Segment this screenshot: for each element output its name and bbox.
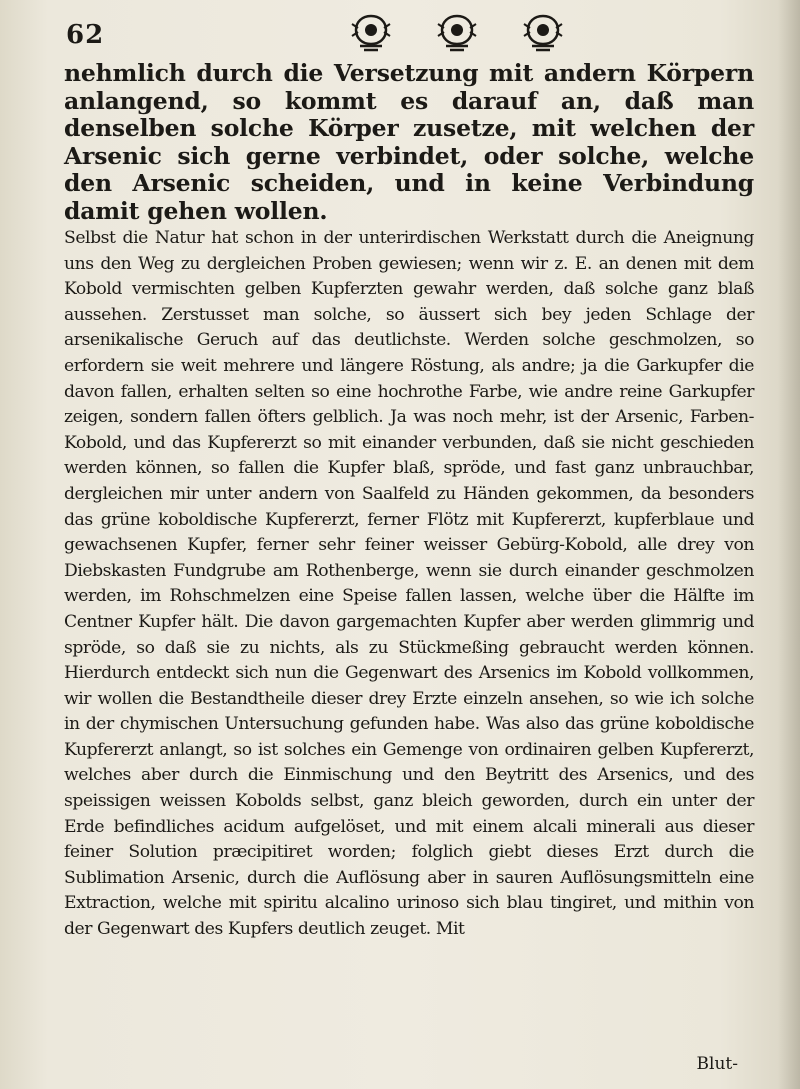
page-header	[48, 4, 748, 60]
section-heading: nehmlich durch die Versetzung mit andern Körpern anlangend, so kommt es darauf an, daß man denselben solche Körper zusetze, mit welchen der Arsenic sich gerne verbindet, oder solche, welche den Arsenic scheiden, und in keine Verbindung damit gehen wollen.	[64, 59, 754, 225]
catchword: Blut-	[696, 1054, 738, 1074]
page-number: 62	[66, 20, 105, 50]
printer-ornament-icon	[348, 12, 394, 52]
page-edge-shadow	[778, 0, 800, 1089]
header-ornaments	[348, 12, 566, 52]
body-paragraph: Selbst die Natur hat schon in der unterirdischen Werkstatt durch die Aneignung uns den Weg zu dergleichen Proben gewiesen; wenn wir z. E. an denen mit dem Kobold vermischten gelben Kupferzten gewahr werden, daß solche ganz blaß aussehen. Zerstusset man solche, so äussert sich bey jeden Schlage der arsenikalische Geruch auf das deutlichste. Werden solche geschmolzen, so erfordern sie weit mehrere und längere Röstung, als andre; ja die Garkupfer die davon fallen, erhalten selten so eine hochrothe Farbe, wie andre reine Garkupfer zeigen, sondern fallen öfters gelblich. Ja was noch mehr, ist der Arsenic, Farben-Kobold, und das Kupfererzt so mit einander verbunden, daß sie nicht geschieden werden können, so fallen die Kupfer blaß, spröde, und fast ganz unbrauchbar, dergleichen mir unter andern von Saalfeld zu Händen gekommen, da besonders das grüne koboldische Kupfererzt, ferner Flötz mit Kupfererzt, kupferblaue und gewachsenen Kupfer, ferner sehr feiner weisser Gebürg-Kobold, alle drey von Diebskasten Fundgrube am Rothenberge, wenn sie durch einander geschmolzen werden, im Rohschmelzen eine Speise fallen lassen, welche über die Hälfte im Centner Kupfer hält. Die davon gargemachten Kupfer aber werden glimmrig und spröde, so daß sie zu nichts, als zu Stückmeßing gebraucht werden können. Hierdurch entdeckt sich nun die Gegenwart des Arsenics im Kobold vollkommen, wir wollen die Bestandtheile dieser drey Erzte einzeln ansehen, so wie ich solche in der chymischen Untersuchung gefunden habe. Was also das grüne koboldische Kupfererzt anlangt, so ist solches ein Gemenge von ordinairen gelben Kupfererzt, welches aber durch die Einmischung und den Beytritt des Arsenics, und des speissigen weissen Kobolds selbst, ganz bleich geworden, durch ein unter der Erde befindliches acidum aufgelöset, und mit einem alcali minerali aus dieser feiner Solution præcipitiret worden; folglich giebt dieses Erzt durch die Sublimation Arsenic, durch die Auflösung aber in sauren Auflösungsmitteln eine Extraction, welche mit spiritu alcalino urinoso sich blau tingiret, und mithin von der Gegenwart des Kupfers deutlich zeuget. Mit	[64, 228, 754, 940]
printer-ornament-icon	[520, 12, 566, 52]
printer-ornament-icon	[434, 12, 480, 52]
page-text	[64, 60, 754, 943]
